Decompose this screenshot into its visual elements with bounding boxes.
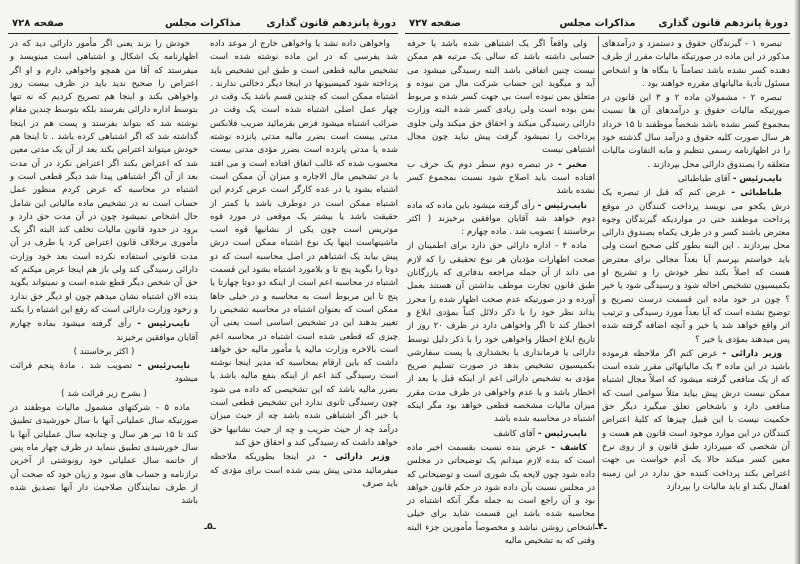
- paragraph: [602, 173, 790, 186]
- paragraph-text: ماده ۵ - شرکتهای مشمول مالیات موظفند در صورتیکه سال عملیاتی آنها با سال خورشیدی تطبیق کند تا ۱۵ تیر هر سال و چنانچه سال عملیاتی آنها با سال خورشیدی تطبیق ننماید در ظرف چهار ماه پس از خاتمه سال عملیاتی خود رونوشتی از آخرین ترازنامه و حساب های سود و زیان خود که صحت آن از طرف نمایندگان صلاحیت دار آنها تصدیق شده باشد: [10, 403, 199, 507]
- page-number: صفحه ۷۲۸: [12, 18, 64, 29]
- page-header: [8, 17, 398, 34]
- text-column-left: [407, 38, 596, 546]
- paragraph: [10, 360, 198, 387]
- paragraph-text: آقای طباطبائی: [677, 173, 731, 184]
- paragraph: [407, 38, 595, 158]
- speaker-name: نایب‌رئیس -: [137, 361, 190, 372]
- legislative-term-title: دورهٔ پانزدهم قانون گذاری: [266, 18, 396, 29]
- paragraph: [602, 187, 790, 347]
- paragraph-text: تبصره ۲ - مشمولان ماده ۲ و ۳ این قانون در صورتیکه مالیات حقوق و درآمدهای آن ها نسبت بمجموع کسر نشده باشد شخصاً موظفند تا ۱۵ خرداد هر سال صورت کلیه حقوق و درآمد سال گذشته خود را در اظهارنامه رسمی تنظیم و مابه التفاوت مالیات متعلقه را بصندوق دارائی محل بپردازند .: [602, 93, 791, 170]
- speaker-name: نایب‌رئیس -: [732, 173, 782, 184]
- paragraph: [602, 38, 790, 91]
- paragraph-text: تبصره ۱ - گیرندگان حقوق و دستمزد و درآمدهای مذکور در این ماده در صورتیکه مالیات مقرر از طرف دهنده کسر نشده باشد تضامناً با بنگاه ها و اشخاص مسئول تأدیهٔ مالیاتهای مقرره خواهند بود .: [602, 39, 790, 89]
- page-header: [405, 17, 790, 34]
- paragraph-text: ( بشرح زیر قرائت شد ): [61, 388, 147, 399]
- session-title: مذاکرات مجلس: [164, 18, 242, 29]
- legislative-term-title: دورهٔ پانزدهم قانون گذاری: [658, 18, 788, 29]
- stage-note: [10, 346, 198, 359]
- paragraph-text: رأی گرفته میشود باین ماده که ماده دوم خواهد شد آقایان موافقین برخیزند ( اکثر برخاستند ) تصویب شد . ماده چهارم :: [407, 200, 595, 238]
- speaker-name: وزیر دارائی -: [722, 348, 783, 359]
- paragraph-text: عرض کنم که قبل از تبصره یک درش یکجو می نویسد پرداخت کنندگان در موقع پرداخت موظفند حتی در مواردیکه گیرندگان وجوه معترض باشند کسر و در ظرف یکماه بصندوق دارائی محل بپردازند . این البته بطور کلی صحیح است ولی باید خواستم بپرسم آیا بعداً مجالی برای معترض هست که اصلاً بکند نظر خودش را و تشریح او بکمیسیون تشخیص احاله شود و رسیدگی شود یا خیر ؟ چون در خود ماده این قسمت درست تصریح و توضیح نشده است که آیا بعداً مورد رسیدگی و ترتیب اثر واقع خواهد شد یا خیر و آنچه اضافه گرفته شده پس میدهند بمؤدی یا خیر ؟: [602, 188, 790, 345]
- speaker-name: نایب‌رئیس -: [537, 200, 588, 211]
- paragraph: [210, 451, 398, 491]
- paragraph-text: ولی واقعاً اگر یک اشتباهی شده باشد یا حرفه حسابی داشته باشد که سالی یک مرتبه هم ممکن نیست چنین اتفاقی باشد البته رسیدگی میشود می آید و میگوید این حساب شرکت مال من نبوده و متعلق بمن نبوده است بی جهت کسر شده و مربوط بمن بوده است ولی زیادی کسر شده البته وزارت دارائی رسیدگی میکند و احقاق حق میکند ولی جلوی پرداخت را نمیشود گرفت پیش نباید چون مجال اشتباهی نیست: [407, 39, 595, 156]
- text-column-right: [210, 38, 398, 530]
- paragraph-text: آقای کاشف: [493, 428, 536, 439]
- text-column-right: [602, 38, 790, 518]
- session-title: مذاکرات مجلس: [559, 18, 636, 29]
- paragraph-text: خودش را بزند یعنی اگر مأمور دارائی دید که در اظهارنامه یک اشکال و اشتباهی است مینویسد و میفرستد که آقا من همچو واخواهی دارم و او اگر اعتراض را صحیح ندید باید در ظرف بیست روز واخواهی بکند و اینجا هم تصریح کردیم که نه تنها بتوسط اداره دارائی بفرستد بلکه بتوسط چندین مقام نوشته شد که بتواند بفرستد و پست هم در اینجا گذاشته شد که اگر اشتباهی کرده باشد . تا اینجا هم خودش میتواند اعتراض بکند بعد از آن یک مدتی معین شد که اعتراض بکند اگر اعتراض نکرد در آن مدت بعد از آن اگر اشتباهی پیدا شد دیگر قطعی است و اشتباه در محاسبه که عرض کردم منظور عمل حساب است نه در تشخیص ماده مالیاتی این شامل حال اشخاص نمیشود چون در آن مدت حق دارد و برود در حدود قانون مالیات تخلف کند البته اگر یک مأموری برخلاف قانون اعتراض کرد یا طرف در آن مدت قانونی استفاده نکرده است بعد خود وزارت دارائی رسیدگی کند ولی باز هم اینجا عرض میکنم که حق آن شخص دیگر قطع شده است و نمیتواند بگوید بنده الان اشتباه نشان میدهم چون او دیگر حق ندارد و رخود وزارت دارائی است که رفع این اشتباه را بکند: [10, 39, 198, 315]
- paragraph: [10, 402, 198, 508]
- paragraph: [407, 159, 595, 199]
- paragraph-text: ماده ۴ - اداره دارائی حق دارد برای اطمینان از صحت اظهارات مؤدیان هر نوع تحقیقی را که لازم می داند از آن جمله مراجعه بدفاتری که بازرگانان طبق قانون تجارت موظف بداشتن آن هستند بعمل آورده و در صورتیکه عدم صحت اظهار شده را محرز بداند نظر خود را با ذکر دلائل کتباً بمؤدی ابلاغ و اخطار کند تا اگر واخواهی دارد در ظرف ۲۰ روز از تاریخ ابلاغ اخطار واخواهی خود را با ذکر دلیل توسط دارائی یا فرمانداری یا بخشداری یا پست سفارشی بکمیسیون تشخیص بدهد در صورت تسلیم صریح مؤدی به تشخیص دارائی اعم از اینکه قبل یا بعد از اخطار باشد و یا عدم واخواهی در ظرف مدت مقرر میزان مالیات مشخصه قطعی خواهد بود مگر اینکه اشتباه در محاسبه شده باشد: [407, 241, 596, 425]
- paragraph-text: ( اکثر برخاستند ): [73, 346, 135, 357]
- column-divider: [598, 36, 599, 526]
- paragraph: [407, 442, 595, 548]
- paragraph-text: عرض بنده نسبت بقسمت اخیر ماده است که بنده لازم میدانم یک توضیحاتی در مجلس داده شود چون لایحه یک شوری است و توضیحاتی که در مجلس نسبت بآن داده شود در حکم قانون خواهد بود و آن راجع است به جمله مگر آنکه اشتباه در محاسبه شده باشد این قسمت شاید برای خیلی اشخاص روشن نباشد و مخصوصاً مأمورین جزء البته وقتی که به تشخیص مالیه: [407, 442, 595, 546]
- page-footer-number: ـ۵ـ: [204, 522, 216, 532]
- paragraph: [10, 318, 198, 345]
- page-728: [8, 0, 398, 564]
- speaker-name: کاشف -: [551, 442, 588, 453]
- paragraph-text: عرض کنم اگر ملاحظه فرموده باشید در این ماده ۳ یک مالیاتهائی مقرر شده است که از یک منافعی گرفته میشود که اصلاً مجال اشتباه ممکن نیست درش پیش بیاید مثلاً سوامی است که منافعی دارد و باشخاص تعلق میگیرد دیگر حق حکمیت نیست با این قبیل چیزها که کلیهٔ اعتراض کنندگان در این موارد موجود است قانون هم هست و آن شخصی که میپردازد طبق قانون و از روی نرخ معین کسر میکند حالا یک آدم خواست بی جهت اعتراض بکند پرداخت کننده حق ندارد در این زمینه اهمال بکند او باید مالیات را بپردازد: [602, 348, 791, 492]
- paragraph-text: در تبصره دوم سطر دوم یک حرف ب افتاده است باید اصلاح شود نسبت بمجموع کسر نشده باشد: [407, 159, 595, 197]
- paragraph: [10, 38, 198, 317]
- speaker-name: طباطبائی -: [731, 188, 783, 199]
- speaker-name: مخبر -: [557, 159, 587, 170]
- paragraph: [210, 38, 398, 450]
- text-column-left: [10, 38, 198, 530]
- page-number: صفحه ۷۲۷: [409, 18, 461, 29]
- speaker-name: نایب‌رئیس -: [137, 319, 191, 330]
- paragraph-text: در اینجا بطوریکه ملاحظه میفرمائید مدتی پیش بینی شده است برای مؤدی که باید صرف: [210, 452, 398, 489]
- paragraph: [407, 200, 595, 240]
- page-727: [405, 0, 790, 564]
- paragraph: [602, 348, 790, 494]
- stage-note: [10, 388, 198, 401]
- speaker-name: وزیر دارائی -: [323, 452, 390, 463]
- paragraph: [602, 92, 790, 172]
- speaker-name: نایب‌رئیس -: [537, 428, 587, 439]
- paragraph: [407, 428, 595, 441]
- paragraph-text: واخواهی داده نشد یا واخواهی خارج از موعد داده شد بفرسی که در این ماده نوشته شده است تشخیص مالیه قطعی است و طبق این تشخیص باید پرداخته شود کمیسیونها در اینجا دیگر دخالتی ندارند . اشتباه ممکن است که چندین قسم باشد یک وقت در چهار عمل اصلی اشتباه شده است یک وقت در ضرائب اشتباه میشود فرض بفرمائید ضریب فلانکس مدتی بیست است بضرر مالیه مدتی پانزده نوشته شده یا مدتی پانزده است بضرر مؤدی مدتی بیست محسوب شده که غالب اتفاق افتاده است و می افتد یا در تشخیص مال الاجاره و میزان آن ممکن است اشتباه بشود یا در عده کارگر است عرض کردم این اشتباه ممکن است در دوطرف باشد یا کمتر از حقیقت باشد یا بیشتر یک موقعی در مورد قوه موتریس است چون یکی از نشانیها قوه اسب ماشینهاست اینها یک نوع اشتباه ممکن است درش پیش بیاید یک اشتباهم در اصل محاسبه است که دو دوتا را بگوید پنج تا و بلامورد اشتباه بشود این قسمت اشتباه در محاسبه اعم است از اینکه دو دوتا چهارتا یا پنج تا این مربوط است به محاسبه و در خیلی جاها ممکن است که بعنوان اشتباه در محاسبه تشخیص را تغییر بدهند این در تشخیص اساسی است یعنی آن چیزی که قطعی شده است اشتباه در محاسبه اعم است بالاخره وزارت مالیه یا مأمور مالیه حق خواهد داشت که باین ارقام بمحاسبه که مدیر اینجا نوشته است رسیدگی کند اعم از اینکه بنفع مالیه باشد یا بضرر مالیه باشد که این تشخیصی که داده می شود چون رسیدگی ثانوی ندارد این تشخیص قطعی است یا خیر اگر اشتباهی شده باشد چه از حیث میزان درآمد چه از حیث ضریب و چه از حیث نشانیها حق خواهد داشت که رسیدگی کند و احقاق حق کند: [210, 39, 398, 448]
- paragraph-text: رأی گرفته میشود بماده چهارم آقایان موافقین برخیزند: [10, 319, 198, 343]
- page-footer-number: ـ۴ـ: [595, 522, 607, 532]
- paragraph: [407, 240, 595, 426]
- paragraph-text: تصویب شد . مادهٔ پنجم قرائت میشود: [10, 361, 198, 385]
- page-binding-edge: [794, 0, 800, 564]
